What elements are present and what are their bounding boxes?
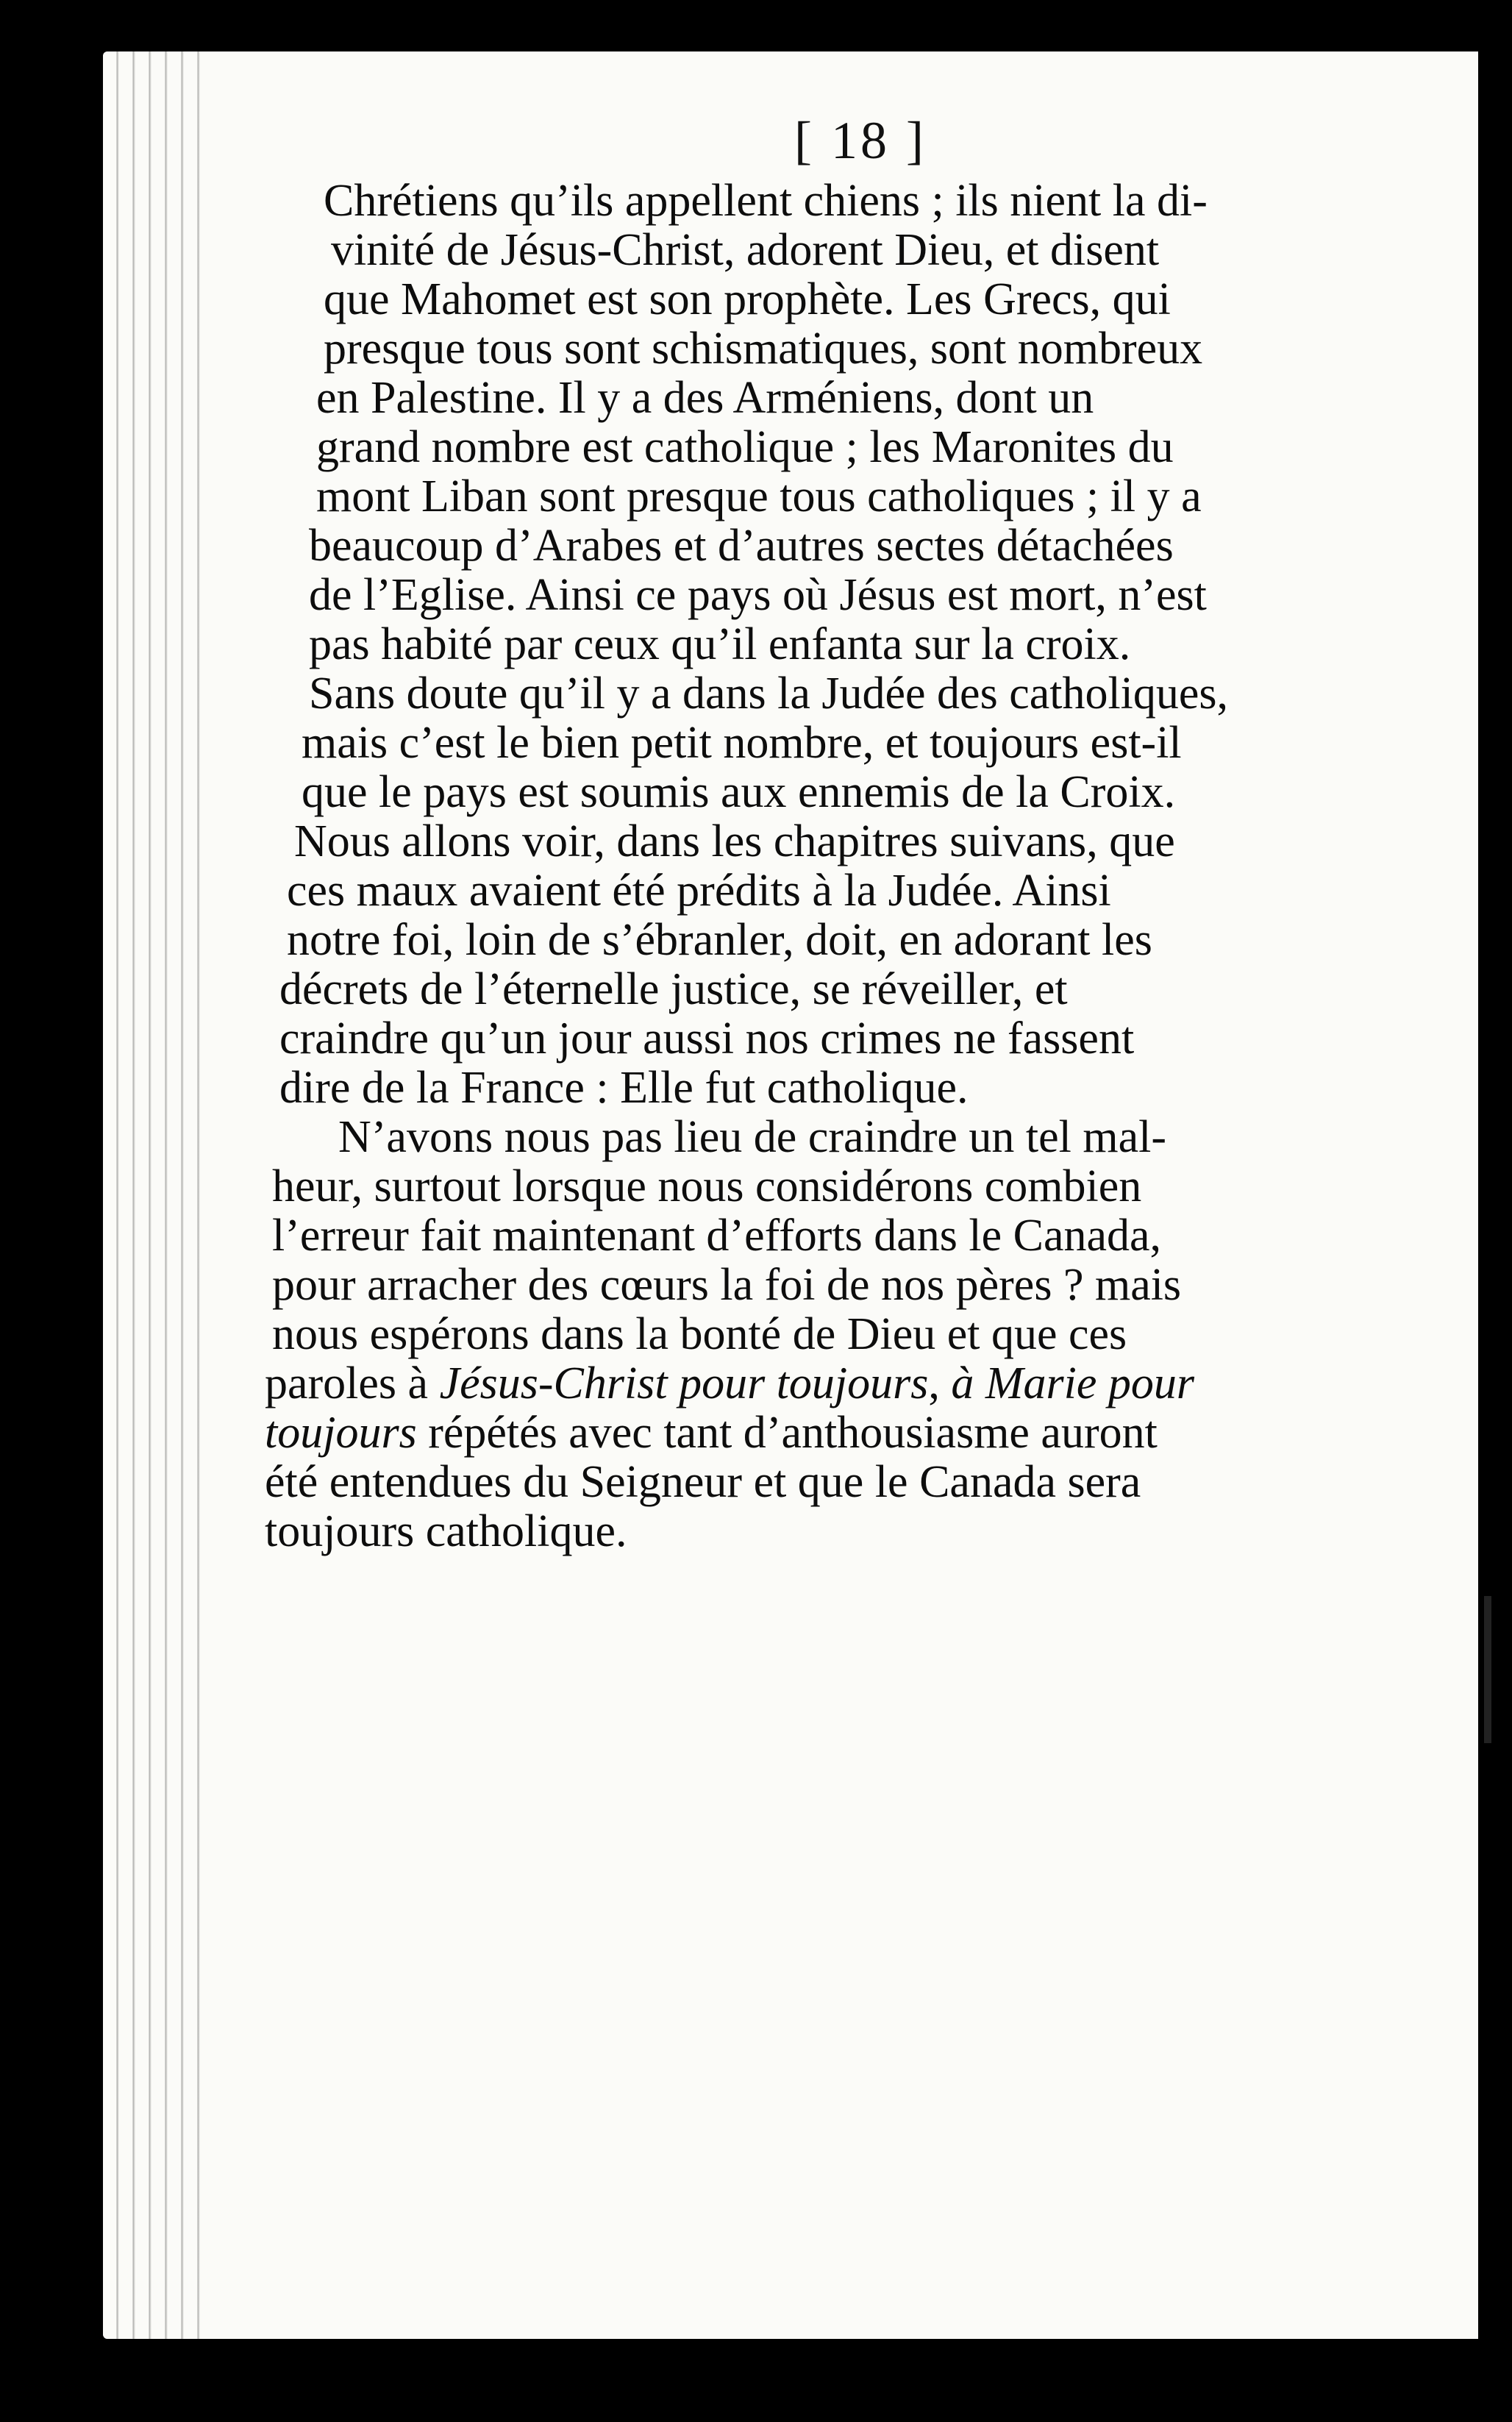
- text-line: pas habité par ceux qu’il enfanta sur la croix.: [309, 619, 1131, 669]
- text-line: heur, surtout lorsque nous considérons combien: [272, 1161, 1142, 1211]
- text-line: vinité de Jésus-Christ, adorent Dieu, et disent: [331, 225, 1160, 275]
- text-line: N’avons nous pas lieu de craindre un tel mal-: [338, 1112, 1166, 1162]
- text-line: dire de la France : Elle fut catholique.: [279, 1063, 969, 1113]
- text-line: notre foi, loin de s’ébranler, doit, en adorant les: [287, 915, 1152, 965]
- text-line: toujours catholique.: [265, 1506, 627, 1556]
- text-line: grand nombre est catholique ; les Maronites du: [316, 422, 1174, 472]
- text-line: craindre qu’un jour aussi nos crimes ne fassent: [279, 1014, 1135, 1064]
- text-line: que Mahomet est son prophète. Les Grecs, qui: [324, 274, 1171, 324]
- text-line: pour arracher des cœurs la foi de nos pères ? mais: [272, 1260, 1182, 1310]
- text-line: été entendues du Seigneur et que le Canada sera: [265, 1457, 1141, 1507]
- text-line: ces maux avaient été prédits à la Judée. Ainsi: [287, 866, 1111, 916]
- page-body-text: [265, 176, 1486, 1556]
- text-line: Nous allons voir, dans les chapitres suivans, que: [294, 816, 1175, 866]
- text-line: [265, 1359, 1486, 1408]
- edge-marks: [1484, 1596, 1512, 1743]
- text-line: mont Liban sont presque tous catholiques ; il y a: [316, 471, 1202, 521]
- text-line: Chrétiens qu’ils appellent chiens ; ils nient la di-: [324, 176, 1208, 226]
- text-line: beaucoup d’Arabes et d’autres sectes détachées: [309, 521, 1174, 571]
- text-line: décrets de l’éternelle justice, se réveiller, et: [279, 964, 1068, 1014]
- text-line: [265, 1408, 1486, 1458]
- text-line: nous espérons dans la bonté de Dieu et que ces: [272, 1309, 1127, 1359]
- text-line: mais c’est le bien petit nombre, et toujours est-il: [302, 718, 1182, 768]
- italic-run: à Marie pour: [951, 1358, 1195, 1408]
- page-number: [ 18 ]: [794, 111, 927, 170]
- text-line: en Palestine. Il y a des Arméniens, dont un: [316, 373, 1094, 423]
- italic-run: toujours: [265, 1408, 417, 1458]
- text-line: de l’Eglise. Ainsi ce pays où Jésus est mort, n’est: [309, 570, 1207, 620]
- text-line: presque tous sont schismatiques, sont nombreux: [324, 324, 1203, 374]
- scan-edge-left: [0, 0, 110, 2422]
- text-line: l’erreur fait maintenant d’efforts dans le Canada,: [272, 1211, 1162, 1261]
- text-line: que le pays est soumis aux ennemis de la Croix.: [302, 767, 1176, 817]
- page-gutter: [103, 51, 206, 2339]
- text-line: Sans doute qu’il y a dans la Judée des catholiques,: [309, 669, 1229, 719]
- text-run: paroles à: [265, 1358, 440, 1408]
- text-run: répétés avec tant d’anthousiasme auront: [416, 1408, 1158, 1458]
- text-run: ,: [928, 1358, 952, 1408]
- italic-run: Jésus-Christ pour toujours: [439, 1358, 929, 1408]
